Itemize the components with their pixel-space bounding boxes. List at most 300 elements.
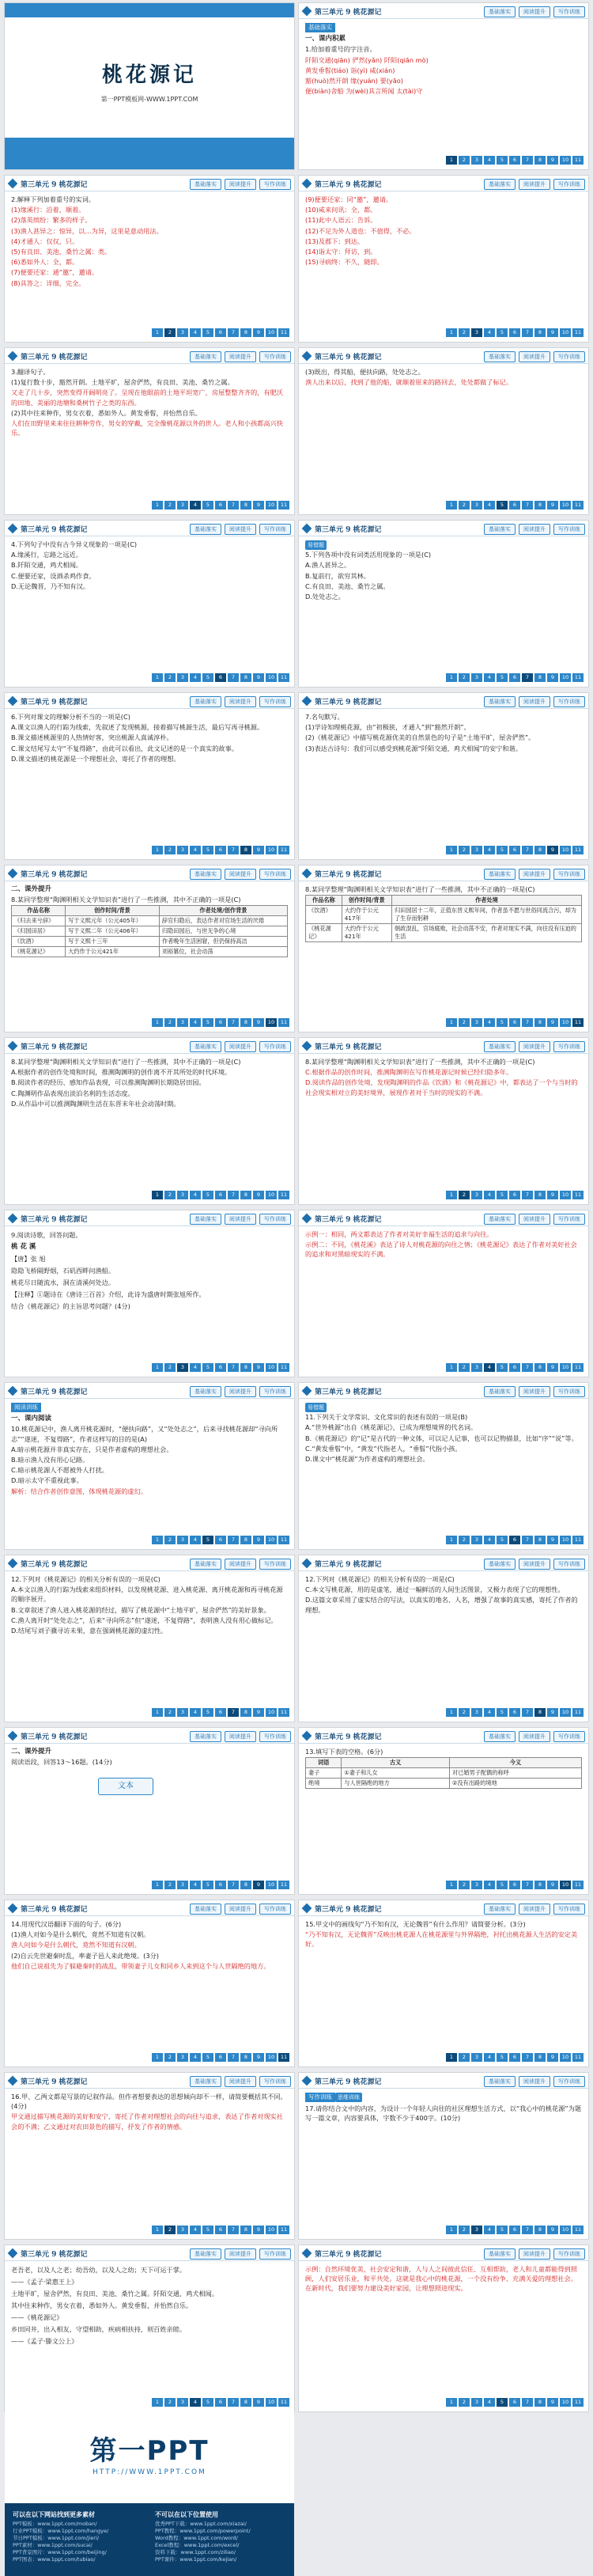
page-button-8[interactable]: 8 xyxy=(534,1536,546,1544)
page-button-5[interactable]: 5 xyxy=(202,501,213,510)
page-button-9[interactable]: 9 xyxy=(547,1363,558,1372)
page-button-7[interactable]: 7 xyxy=(522,156,533,165)
page-button-8[interactable]: 8 xyxy=(240,1018,251,1027)
tab-1[interactable]: 阅读提升 xyxy=(225,1904,256,1915)
page-button-7[interactable]: 7 xyxy=(228,673,239,682)
page-button-1[interactable]: 1 xyxy=(152,501,163,510)
page-button-2[interactable]: 2 xyxy=(459,501,470,510)
page-button-10[interactable]: 10 xyxy=(266,328,277,337)
page-button-10[interactable]: 10 xyxy=(266,1018,277,1027)
tab-0[interactable]: 基础落实 xyxy=(190,2076,221,2087)
page-button-7[interactable]: 7 xyxy=(522,1536,533,1544)
tab-2[interactable]: 写作训练 xyxy=(553,1041,585,1052)
page-button-3[interactable]: 3 xyxy=(177,1881,188,1889)
page-button-10[interactable]: 10 xyxy=(560,156,571,165)
page-button-10[interactable]: 10 xyxy=(560,1363,571,1372)
page-button-7[interactable]: 7 xyxy=(522,2053,533,2062)
page-button-6[interactable]: 6 xyxy=(215,1881,226,1889)
page-button-4[interactable]: 4 xyxy=(484,156,495,165)
page-button-5[interactable]: 5 xyxy=(202,2053,213,2062)
page-button-9[interactable]: 9 xyxy=(547,156,558,165)
page-button-6[interactable]: 6 xyxy=(509,846,520,854)
page-button-11[interactable]: 11 xyxy=(278,1191,289,1199)
page-button-1[interactable]: 1 xyxy=(446,1881,457,1889)
page-button-5[interactable]: 5 xyxy=(497,1881,508,1889)
page-button-11[interactable]: 11 xyxy=(572,673,584,682)
tab-0[interactable]: 基础落实 xyxy=(484,1559,516,1570)
page-button-10[interactable]: 10 xyxy=(266,673,277,682)
page-button-3[interactable]: 3 xyxy=(177,1363,188,1372)
page-button-9[interactable]: 9 xyxy=(253,1708,264,1717)
page-button-3[interactable]: 3 xyxy=(177,2053,188,2062)
page-button-2[interactable]: 2 xyxy=(459,2053,470,2062)
page-button-3[interactable]: 3 xyxy=(471,1191,482,1199)
tab-1[interactable]: 阅读提升 xyxy=(519,6,550,17)
page-button-5[interactable]: 5 xyxy=(202,1881,213,1889)
page-button-11[interactable]: 11 xyxy=(572,2053,584,2062)
page-button-8[interactable]: 8 xyxy=(240,1363,251,1372)
page-button-3[interactable]: 3 xyxy=(177,1536,188,1544)
page-button-5[interactable]: 5 xyxy=(497,1363,508,1372)
tab-0[interactable]: 基础落实 xyxy=(190,2248,221,2260)
page-button-7[interactable]: 7 xyxy=(228,1536,239,1544)
page-button-10[interactable]: 10 xyxy=(560,328,571,337)
page-button-11[interactable]: 11 xyxy=(278,2226,289,2234)
page-button-2[interactable]: 2 xyxy=(459,328,470,337)
tab-0[interactable]: 基础落实 xyxy=(190,1386,221,1397)
ad-link[interactable]: PPT教程：www.1ppt.com/powerpoint/ xyxy=(155,2528,251,2534)
tab-1[interactable]: 阅读提升 xyxy=(519,2248,550,2260)
ad-link[interactable]: 资料下载：www.1ppt.com/ziliao/ xyxy=(155,2549,236,2555)
page-button-11[interactable]: 11 xyxy=(278,2398,289,2407)
page-button-4[interactable]: 4 xyxy=(190,1881,201,1889)
page-button-9[interactable]: 9 xyxy=(253,328,264,337)
page-button-3[interactable]: 3 xyxy=(471,501,482,510)
page-button-1[interactable]: 1 xyxy=(446,2398,457,2407)
tab-2[interactable]: 写作训练 xyxy=(259,524,291,535)
page-button-8[interactable]: 8 xyxy=(240,2226,251,2234)
page-button-4[interactable]: 4 xyxy=(484,846,495,854)
page-button-1[interactable]: 1 xyxy=(152,2226,163,2234)
page-button-10[interactable]: 10 xyxy=(560,1191,571,1199)
page-button-6[interactable]: 6 xyxy=(215,846,226,854)
tab-1[interactable]: 阅读提升 xyxy=(519,1041,550,1052)
page-button-6[interactable]: 6 xyxy=(509,1018,520,1027)
page-button-6[interactable]: 6 xyxy=(509,1363,520,1372)
page-button-4[interactable]: 4 xyxy=(190,1536,201,1544)
tab-0[interactable]: 基础落实 xyxy=(190,1041,221,1052)
page-button-1[interactable]: 1 xyxy=(152,328,163,337)
page-button-7[interactable]: 7 xyxy=(522,1708,533,1717)
page-button-10[interactable]: 10 xyxy=(560,1881,571,1889)
page-button-4[interactable]: 4 xyxy=(484,2398,495,2407)
page-button-2[interactable]: 2 xyxy=(459,1191,470,1199)
tab-0[interactable]: 基础落实 xyxy=(484,1214,516,1225)
page-button-5[interactable]: 5 xyxy=(202,846,213,854)
page-button-5[interactable]: 5 xyxy=(497,1018,508,1027)
page-button-1[interactable]: 1 xyxy=(446,1363,457,1372)
page-button-6[interactable]: 6 xyxy=(215,1536,226,1544)
page-button-1[interactable]: 1 xyxy=(152,1363,163,1372)
page-button-4[interactable]: 4 xyxy=(190,1018,201,1027)
ad-link[interactable]: 行业PPT模板：www.1ppt.com/hangye/ xyxy=(13,2528,109,2534)
tab-1[interactable]: 阅读提升 xyxy=(225,1559,256,1570)
page-button-1[interactable]: 1 xyxy=(152,1191,163,1199)
page-button-2[interactable]: 2 xyxy=(164,1018,176,1027)
page-button-9[interactable]: 9 xyxy=(547,2398,558,2407)
page-button-8[interactable]: 8 xyxy=(240,328,251,337)
page-button-10[interactable]: 10 xyxy=(560,673,571,682)
page-button-5[interactable]: 5 xyxy=(497,846,508,854)
page-button-6[interactable]: 6 xyxy=(215,673,226,682)
page-button-2[interactable]: 2 xyxy=(459,156,470,165)
page-button-2[interactable]: 2 xyxy=(459,1881,470,1889)
tab-0[interactable]: 基础落实 xyxy=(190,524,221,535)
page-button-8[interactable]: 8 xyxy=(240,2053,251,2062)
ad-link[interactable]: Word教程：www.1ppt.com/word/ xyxy=(155,2535,238,2541)
page-button-5[interactable]: 5 xyxy=(497,2053,508,2062)
tab-0[interactable]: 基础落实 xyxy=(484,696,516,707)
ad-link[interactable]: 节日PPT模板：www.1ppt.com/jieri/ xyxy=(13,2535,100,2541)
page-button-7[interactable]: 7 xyxy=(522,328,533,337)
page-button-7[interactable]: 7 xyxy=(228,328,239,337)
page-button-8[interactable]: 8 xyxy=(240,501,251,510)
page-button-1[interactable]: 1 xyxy=(152,1018,163,1027)
page-button-5[interactable]: 5 xyxy=(497,328,508,337)
tab-2[interactable]: 写作训练 xyxy=(259,1904,291,1915)
tab-0[interactable]: 基础落实 xyxy=(484,1731,516,1742)
page-button-7[interactable]: 7 xyxy=(522,673,533,682)
page-button-10[interactable]: 10 xyxy=(266,846,277,854)
tab-2[interactable]: 写作训练 xyxy=(259,2248,291,2260)
page-button-8[interactable]: 8 xyxy=(240,1708,251,1717)
tab-2[interactable]: 写作训练 xyxy=(259,1559,291,1570)
page-button-5[interactable]: 5 xyxy=(202,1018,213,1027)
page-button-11[interactable]: 11 xyxy=(572,1881,584,1889)
page-button-11[interactable]: 11 xyxy=(278,1536,289,1544)
tab-1[interactable]: 阅读提升 xyxy=(519,179,550,190)
page-button-3[interactable]: 3 xyxy=(471,1708,482,1717)
page-button-3[interactable]: 3 xyxy=(471,2226,482,2234)
page-button-9[interactable]: 9 xyxy=(547,1536,558,1544)
page-button-4[interactable]: 4 xyxy=(190,501,201,510)
page-button-2[interactable]: 2 xyxy=(164,2226,176,2234)
page-button-10[interactable]: 10 xyxy=(560,1018,571,1027)
page-button-11[interactable]: 11 xyxy=(572,328,584,337)
page-button-2[interactable]: 2 xyxy=(459,1018,470,1027)
tab-1[interactable]: 阅读提升 xyxy=(225,351,256,362)
page-button-2[interactable]: 2 xyxy=(164,2053,176,2062)
page-button-7[interactable]: 7 xyxy=(228,501,239,510)
page-button-8[interactable]: 8 xyxy=(534,1708,546,1717)
tab-2[interactable]: 写作训练 xyxy=(259,1214,291,1225)
page-button-2[interactable]: 2 xyxy=(164,1191,176,1199)
tab-2[interactable]: 写作训练 xyxy=(259,351,291,362)
page-button-8[interactable]: 8 xyxy=(534,1363,546,1372)
tab-0[interactable]: 基础落实 xyxy=(484,179,516,190)
page-button-4[interactable]: 4 xyxy=(484,1018,495,1027)
page-button-9[interactable]: 9 xyxy=(253,2226,264,2234)
page-button-3[interactable]: 3 xyxy=(177,2226,188,2234)
page-button-1[interactable]: 1 xyxy=(446,846,457,854)
page-button-4[interactable]: 4 xyxy=(484,1536,495,1544)
page-button-6[interactable]: 6 xyxy=(509,2226,520,2234)
page-button-10[interactable]: 10 xyxy=(266,2226,277,2234)
page-button-6[interactable]: 6 xyxy=(509,328,520,337)
tab-2[interactable]: 写作训练 xyxy=(553,179,585,190)
page-button-11[interactable]: 11 xyxy=(572,2226,584,2234)
page-button-5[interactable]: 5 xyxy=(497,501,508,510)
tab-1[interactable]: 阅读提升 xyxy=(519,351,550,362)
page-button-3[interactable]: 3 xyxy=(177,2398,188,2407)
page-button-5[interactable]: 5 xyxy=(497,156,508,165)
tab-1[interactable]: 阅读提升 xyxy=(519,869,550,880)
tab-1[interactable]: 阅读提升 xyxy=(519,1386,550,1397)
page-button-5[interactable]: 5 xyxy=(202,1708,213,1717)
tab-1[interactable]: 阅读提升 xyxy=(519,2076,550,2087)
page-button-4[interactable]: 4 xyxy=(190,673,201,682)
page-button-8[interactable]: 8 xyxy=(240,1536,251,1544)
page-button-6[interactable]: 6 xyxy=(215,1363,226,1372)
page-button-1[interactable]: 1 xyxy=(446,673,457,682)
ad-link[interactable]: PPT图表：www.1ppt.com/tubiao/ xyxy=(13,2556,96,2563)
tab-0[interactable]: 基础落实 xyxy=(190,351,221,362)
page-button-7[interactable]: 7 xyxy=(228,846,239,854)
page-button-11[interactable]: 11 xyxy=(278,328,289,337)
tab-1[interactable]: 阅读提升 xyxy=(519,1214,550,1225)
page-button-10[interactable]: 10 xyxy=(266,1191,277,1199)
tab-0[interactable]: 基础落实 xyxy=(484,869,516,880)
tab-2[interactable]: 写作训练 xyxy=(259,1731,291,1742)
page-button-1[interactable]: 1 xyxy=(446,1536,457,1544)
page-button-2[interactable]: 2 xyxy=(164,501,176,510)
page-button-11[interactable]: 11 xyxy=(572,156,584,165)
page-button-10[interactable]: 10 xyxy=(266,1708,277,1717)
page-button-7[interactable]: 7 xyxy=(228,1363,239,1372)
page-button-4[interactable]: 4 xyxy=(484,501,495,510)
page-button-3[interactable]: 3 xyxy=(471,2053,482,2062)
ad-link[interactable]: 优秀PPT下载：www.1ppt.com/xiazai/ xyxy=(155,2521,247,2527)
page-button-9[interactable]: 9 xyxy=(253,846,264,854)
page-button-8[interactable]: 8 xyxy=(240,1191,251,1199)
page-button-11[interactable]: 11 xyxy=(572,846,584,854)
page-button-7[interactable]: 7 xyxy=(228,2053,239,2062)
page-button-4[interactable]: 4 xyxy=(190,846,201,854)
page-button-8[interactable]: 8 xyxy=(240,2398,251,2407)
tab-2[interactable]: 写作训练 xyxy=(553,6,585,17)
page-button-9[interactable]: 9 xyxy=(253,2053,264,2062)
page-button-7[interactable]: 7 xyxy=(228,2226,239,2234)
page-button-9[interactable]: 9 xyxy=(547,328,558,337)
page-button-3[interactable]: 3 xyxy=(177,1018,188,1027)
tab-2[interactable]: 写作训练 xyxy=(259,1041,291,1052)
page-button-2[interactable]: 2 xyxy=(164,673,176,682)
page-button-1[interactable]: 1 xyxy=(152,1708,163,1717)
tab-1[interactable]: 阅读提升 xyxy=(225,1214,256,1225)
page-button-9[interactable]: 9 xyxy=(253,1536,264,1544)
page-button-6[interactable]: 6 xyxy=(509,1881,520,1889)
page-button-6[interactable]: 6 xyxy=(509,2398,520,2407)
page-button-4[interactable]: 4 xyxy=(484,2053,495,2062)
page-button-3[interactable]: 3 xyxy=(177,1708,188,1717)
tab-1[interactable]: 阅读提升 xyxy=(225,524,256,535)
tab-1[interactable]: 阅读提升 xyxy=(225,2248,256,2260)
page-button-11[interactable]: 11 xyxy=(572,1363,584,1372)
page-button-8[interactable]: 8 xyxy=(534,1881,546,1889)
tab-2[interactable]: 写作训练 xyxy=(553,1386,585,1397)
page-button-11[interactable]: 11 xyxy=(572,1536,584,1544)
page-button-8[interactable]: 8 xyxy=(240,1881,251,1889)
page-button-3[interactable]: 3 xyxy=(471,1363,482,1372)
page-button-6[interactable]: 6 xyxy=(509,501,520,510)
page-button-6[interactable]: 6 xyxy=(215,1018,226,1027)
page-button-2[interactable]: 2 xyxy=(459,2398,470,2407)
page-button-1[interactable]: 1 xyxy=(446,328,457,337)
tab-2[interactable]: 写作训练 xyxy=(553,1904,585,1915)
page-button-7[interactable]: 7 xyxy=(228,1881,239,1889)
page-button-6[interactable]: 6 xyxy=(215,501,226,510)
page-button-1[interactable]: 1 xyxy=(152,2398,163,2407)
tab-2[interactable]: 写作训练 xyxy=(553,1731,585,1742)
page-button-2[interactable]: 2 xyxy=(459,673,470,682)
page-button-8[interactable]: 8 xyxy=(534,2226,546,2234)
page-button-10[interactable]: 10 xyxy=(560,2226,571,2234)
tab-1[interactable]: 阅读提升 xyxy=(225,2076,256,2087)
tab-2[interactable]: 写作训练 xyxy=(553,696,585,707)
page-button-5[interactable]: 5 xyxy=(202,2226,213,2234)
page-button-8[interactable]: 8 xyxy=(534,2053,546,2062)
page-button-11[interactable]: 11 xyxy=(278,1708,289,1717)
page-button-4[interactable]: 4 xyxy=(190,328,201,337)
page-button-1[interactable]: 1 xyxy=(446,156,457,165)
page-button-8[interactable]: 8 xyxy=(534,846,546,854)
page-button-6[interactable]: 6 xyxy=(215,2053,226,2062)
page-button-1[interactable]: 1 xyxy=(446,501,457,510)
tab-1[interactable]: 阅读提升 xyxy=(225,179,256,190)
tab-1[interactable]: 阅读提升 xyxy=(225,1386,256,1397)
page-button-9[interactable]: 9 xyxy=(253,673,264,682)
page-button-3[interactable]: 3 xyxy=(471,2398,482,2407)
tab-0[interactable]: 基础落实 xyxy=(190,1731,221,1742)
page-button-7[interactable]: 7 xyxy=(228,1191,239,1199)
page-button-11[interactable]: 11 xyxy=(278,673,289,682)
page-button-11[interactable]: 11 xyxy=(572,1191,584,1199)
tab-2[interactable]: 写作训练 xyxy=(553,869,585,880)
page-button-11[interactable]: 11 xyxy=(278,846,289,854)
tab-0[interactable]: 基础落实 xyxy=(484,1904,516,1915)
tab-1[interactable]: 阅读提升 xyxy=(519,1731,550,1742)
page-button-6[interactable]: 6 xyxy=(509,2053,520,2062)
page-button-11[interactable]: 11 xyxy=(278,2053,289,2062)
page-button-4[interactable]: 4 xyxy=(190,1363,201,1372)
tab-2[interactable]: 写作训练 xyxy=(553,2076,585,2087)
page-button-1[interactable]: 1 xyxy=(152,2053,163,2062)
page-button-9[interactable]: 9 xyxy=(547,2053,558,2062)
tab-2[interactable]: 写作训练 xyxy=(553,2248,585,2260)
page-button-1[interactable]: 1 xyxy=(152,1536,163,1544)
tab-1[interactable]: 阅读提升 xyxy=(519,1559,550,1570)
page-button-8[interactable]: 8 xyxy=(534,2398,546,2407)
page-button-11[interactable]: 11 xyxy=(572,1708,584,1717)
page-button-9[interactable]: 9 xyxy=(253,501,264,510)
tab-1[interactable]: 阅读提升 xyxy=(225,696,256,707)
page-button-1[interactable]: 1 xyxy=(446,1191,457,1199)
page-button-5[interactable]: 5 xyxy=(497,1536,508,1544)
page-button-3[interactable]: 3 xyxy=(471,1881,482,1889)
page-button-11[interactable]: 11 xyxy=(278,1018,289,1027)
page-button-3[interactable]: 3 xyxy=(177,328,188,337)
page-button-7[interactable]: 7 xyxy=(522,1363,533,1372)
page-button-2[interactable]: 2 xyxy=(459,1363,470,1372)
page-button-6[interactable]: 6 xyxy=(509,1536,520,1544)
tab-0[interactable]: 基础落实 xyxy=(484,2248,516,2260)
page-button-10[interactable]: 10 xyxy=(560,1708,571,1717)
page-button-6[interactable]: 6 xyxy=(215,328,226,337)
page-button-7[interactable]: 7 xyxy=(522,846,533,854)
page-button-1[interactable]: 1 xyxy=(152,846,163,854)
page-button-9[interactable]: 9 xyxy=(253,1881,264,1889)
tab-0[interactable]: 基础落实 xyxy=(484,1041,516,1052)
page-button-11[interactable]: 11 xyxy=(278,1363,289,1372)
page-button-6[interactable]: 6 xyxy=(215,2226,226,2234)
page-button-5[interactable]: 5 xyxy=(497,1708,508,1717)
page-button-3[interactable]: 3 xyxy=(471,1018,482,1027)
page-button-4[interactable]: 4 xyxy=(484,2226,495,2234)
page-button-3[interactable]: 3 xyxy=(471,1536,482,1544)
page-button-3[interactable]: 3 xyxy=(177,1191,188,1199)
page-button-8[interactable]: 8 xyxy=(534,673,546,682)
page-button-10[interactable]: 10 xyxy=(560,1536,571,1544)
tab-1[interactable]: 阅读提升 xyxy=(519,524,550,535)
page-button-8[interactable]: 8 xyxy=(534,501,546,510)
page-button-3[interactable]: 3 xyxy=(471,156,482,165)
page-button-7[interactable]: 7 xyxy=(522,1881,533,1889)
page-button-2[interactable]: 2 xyxy=(164,2398,176,2407)
page-button-9[interactable]: 9 xyxy=(547,846,558,854)
page-button-5[interactable]: 5 xyxy=(202,1536,213,1544)
page-button-7[interactable]: 7 xyxy=(522,501,533,510)
page-button-1[interactable]: 1 xyxy=(152,673,163,682)
page-button-9[interactable]: 9 xyxy=(547,2226,558,2234)
page-button-4[interactable]: 4 xyxy=(484,328,495,337)
page-button-3[interactable]: 3 xyxy=(471,673,482,682)
page-button-5[interactable]: 5 xyxy=(497,2398,508,2407)
page-button-5[interactable]: 5 xyxy=(497,1191,508,1199)
page-button-6[interactable]: 6 xyxy=(509,156,520,165)
page-button-6[interactable]: 6 xyxy=(509,1191,520,1199)
tab-0[interactable]: 基础落实 xyxy=(190,1559,221,1570)
tab-2[interactable]: 写作训练 xyxy=(553,524,585,535)
page-button-8[interactable]: 8 xyxy=(534,156,546,165)
page-button-8[interactable]: 8 xyxy=(240,846,251,854)
page-button-8[interactable]: 8 xyxy=(534,1018,546,1027)
page-button-2[interactable]: 2 xyxy=(459,2226,470,2234)
tab-0[interactable]: 基础落实 xyxy=(190,1904,221,1915)
tab-2[interactable]: 写作训练 xyxy=(259,2076,291,2087)
page-button-2[interactable]: 2 xyxy=(164,846,176,854)
page-button-9[interactable]: 9 xyxy=(547,501,558,510)
page-button-2[interactable]: 2 xyxy=(164,1881,176,1889)
page-button-2[interactable]: 2 xyxy=(164,1708,176,1717)
tab-1[interactable]: 阅读提升 xyxy=(225,1041,256,1052)
page-button-9[interactable]: 9 xyxy=(547,1018,558,1027)
page-button-6[interactable]: 6 xyxy=(215,1708,226,1717)
page-button-11[interactable]: 11 xyxy=(572,1018,584,1027)
page-button-2[interactable]: 2 xyxy=(164,328,176,337)
page-button-10[interactable]: 10 xyxy=(266,1363,277,1372)
page-button-4[interactable]: 4 xyxy=(190,2226,201,2234)
page-button-1[interactable]: 1 xyxy=(446,1018,457,1027)
